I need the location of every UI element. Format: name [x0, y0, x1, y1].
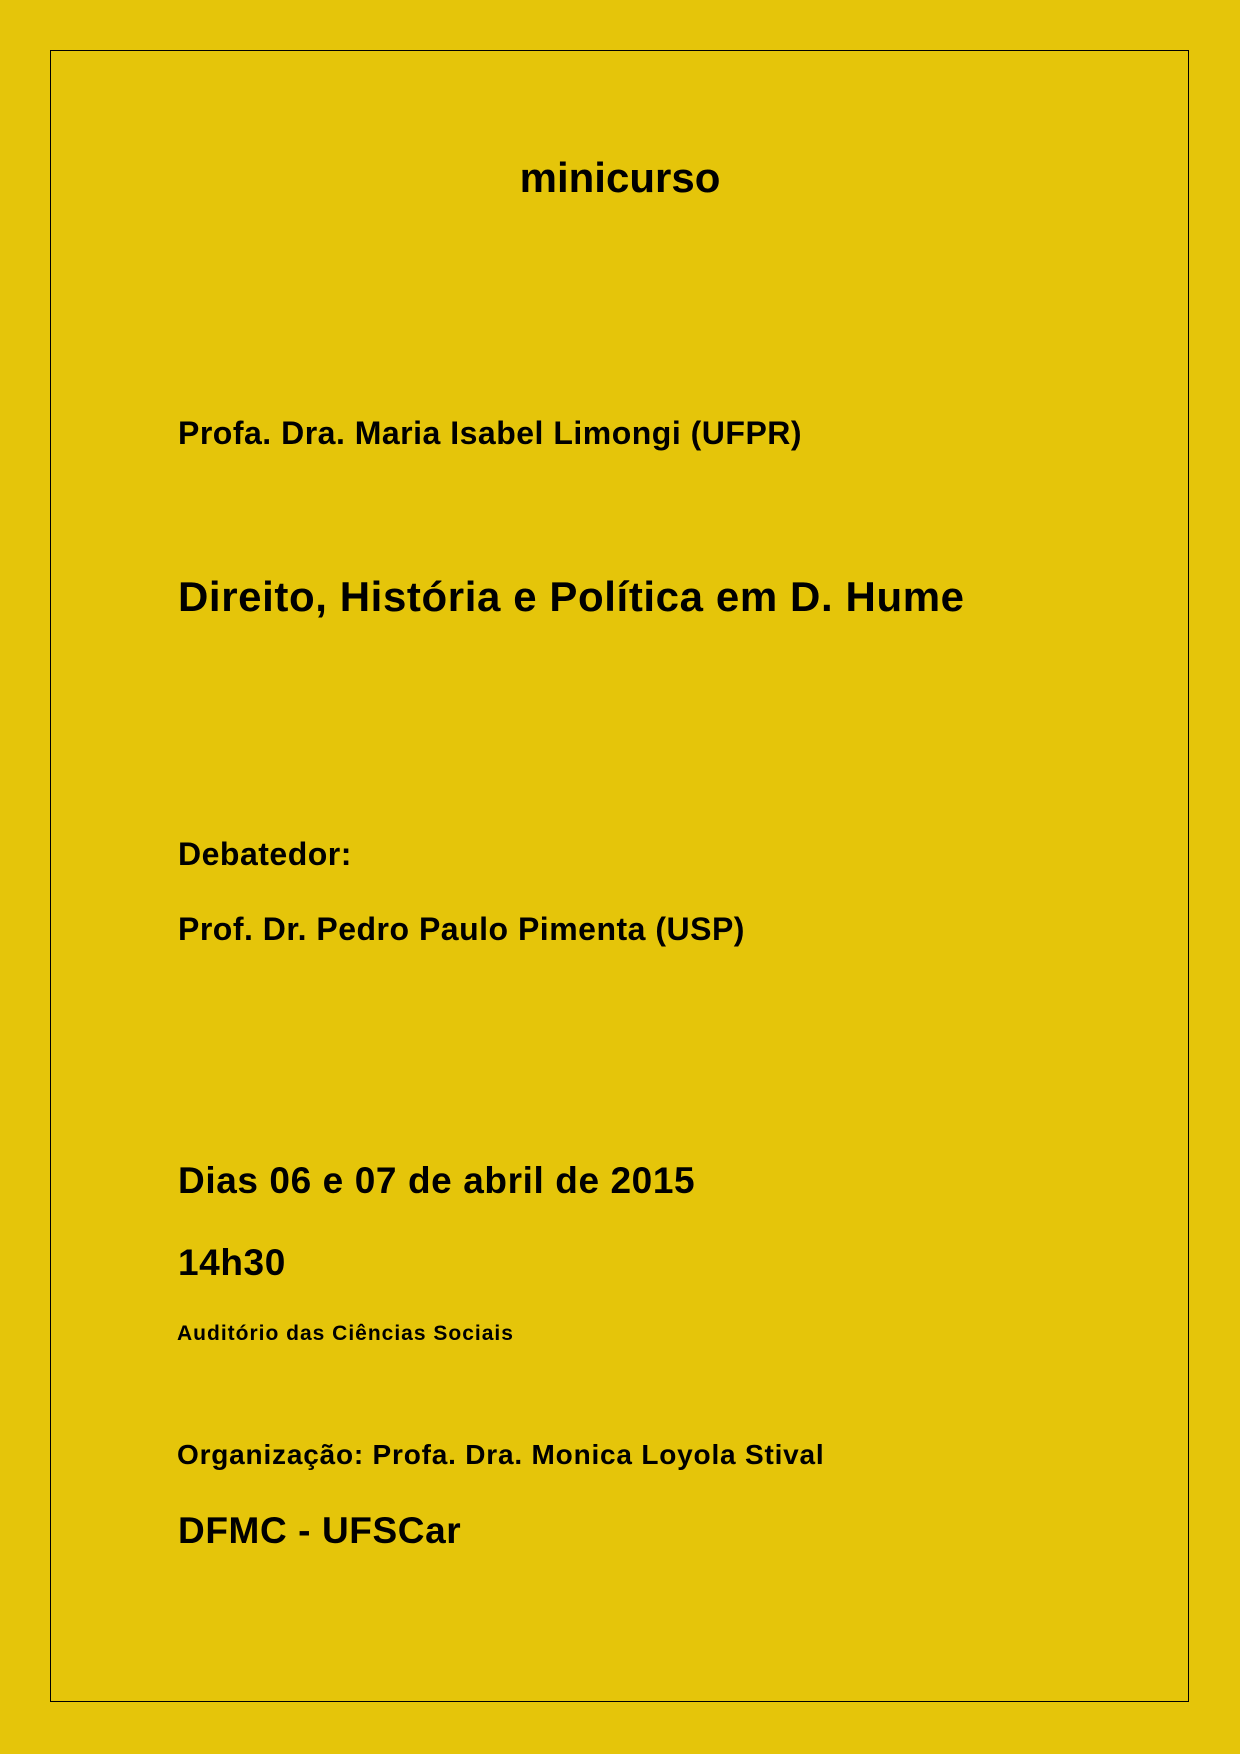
department-name: DFMC - UFSCar	[178, 1510, 462, 1551]
speaker-name: Profa. Dra. Maria Isabel Limongi (UFPR)	[178, 415, 803, 451]
debater-name: Prof. Dr. Pedro Paulo Pimenta (USP)	[178, 911, 745, 947]
organizer-credit: Organização: Profa. Dra. Monica Loyola Stival	[177, 1439, 825, 1470]
event-dates: Dias 06 e 07 de abril de 2015	[178, 1160, 696, 1201]
event-time: 14h30	[178, 1242, 286, 1283]
poster-title: minicurso	[519, 154, 721, 201]
debater-label: Debatedor:	[178, 836, 352, 872]
event-venue: Auditório das Ciências Sociais	[177, 1322, 514, 1345]
course-title: Direito, História e Política em D. Hume	[178, 573, 965, 620]
